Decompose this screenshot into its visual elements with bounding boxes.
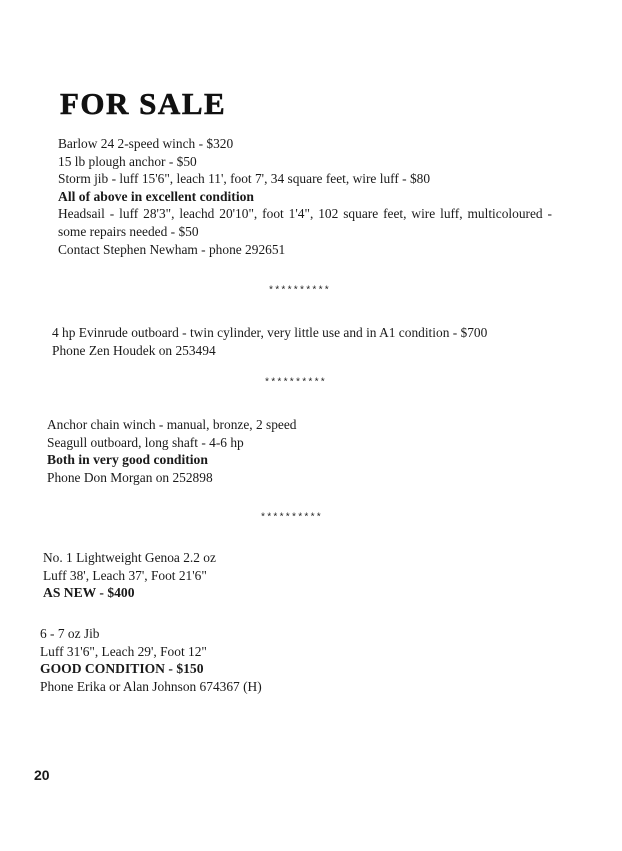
ad-line: Luff 31'6", Leach 29', Foot 12" (40, 643, 207, 659)
ad-condition: All of above in excellent condition (58, 188, 254, 204)
ad-line: Anchor chain winch - manual, bronze, 2 speed (47, 417, 297, 432)
ad-line: No. 1 Lightweight Genoa 2.2 oz (43, 550, 216, 565)
ad-zen-houdek (52, 324, 487, 359)
ad-line: 15 lb plough anchor - $50 (58, 153, 197, 169)
ad-contact: Phone Zen Houdek on 253494 (52, 342, 216, 358)
ad-price: GOOD CONDITION - $150 (40, 661, 204, 677)
ad-line: 6 - 7 oz Jib (40, 626, 100, 641)
ad-contact: Phone Erika or Alan Johnson 674367 (H) (40, 678, 262, 694)
page-number: 20 (34, 767, 50, 783)
ad-line: Barlow 24 2-speed winch - $320 (58, 136, 234, 151)
ad-genoa (43, 549, 216, 602)
ad-condition: Both in very good condition (47, 452, 208, 468)
ad-line: Luff 38', Leach 37', Foot 21'6" (43, 567, 207, 583)
ad-jib (40, 625, 262, 695)
ad-line: 4 hp Evinrude outboard - twin cylinder, very little use and in A1 condition - $700 (52, 325, 488, 340)
ad-don-morgan (47, 416, 297, 486)
separator: ********** (260, 513, 323, 524)
separator: ********** (268, 286, 331, 297)
ad-stephen-newham (58, 135, 552, 258)
ad-contact: Contact Stephen Newham - phone 292651 (58, 241, 286, 257)
ad-price: AS NEW - $400 (43, 585, 135, 601)
ad-contact: Phone Don Morgan on 252898 (47, 469, 213, 485)
separator: ********** (264, 378, 327, 389)
ad-line: Seagull outboard, long shaft - 4-6 hp (47, 434, 244, 450)
ad-line: Storm jib - luff 15'6", leach 11', foot 7', 34 square feet, wire luff - $80 (58, 171, 431, 187)
page-title: FOR SALE (60, 86, 227, 121)
ad-line-headsail: Headsail - luff 28'3", leachd 20'10", foot 1'4", 102 square feet, wire luff, multicoloured - some repairs needed - $50 (58, 206, 552, 239)
